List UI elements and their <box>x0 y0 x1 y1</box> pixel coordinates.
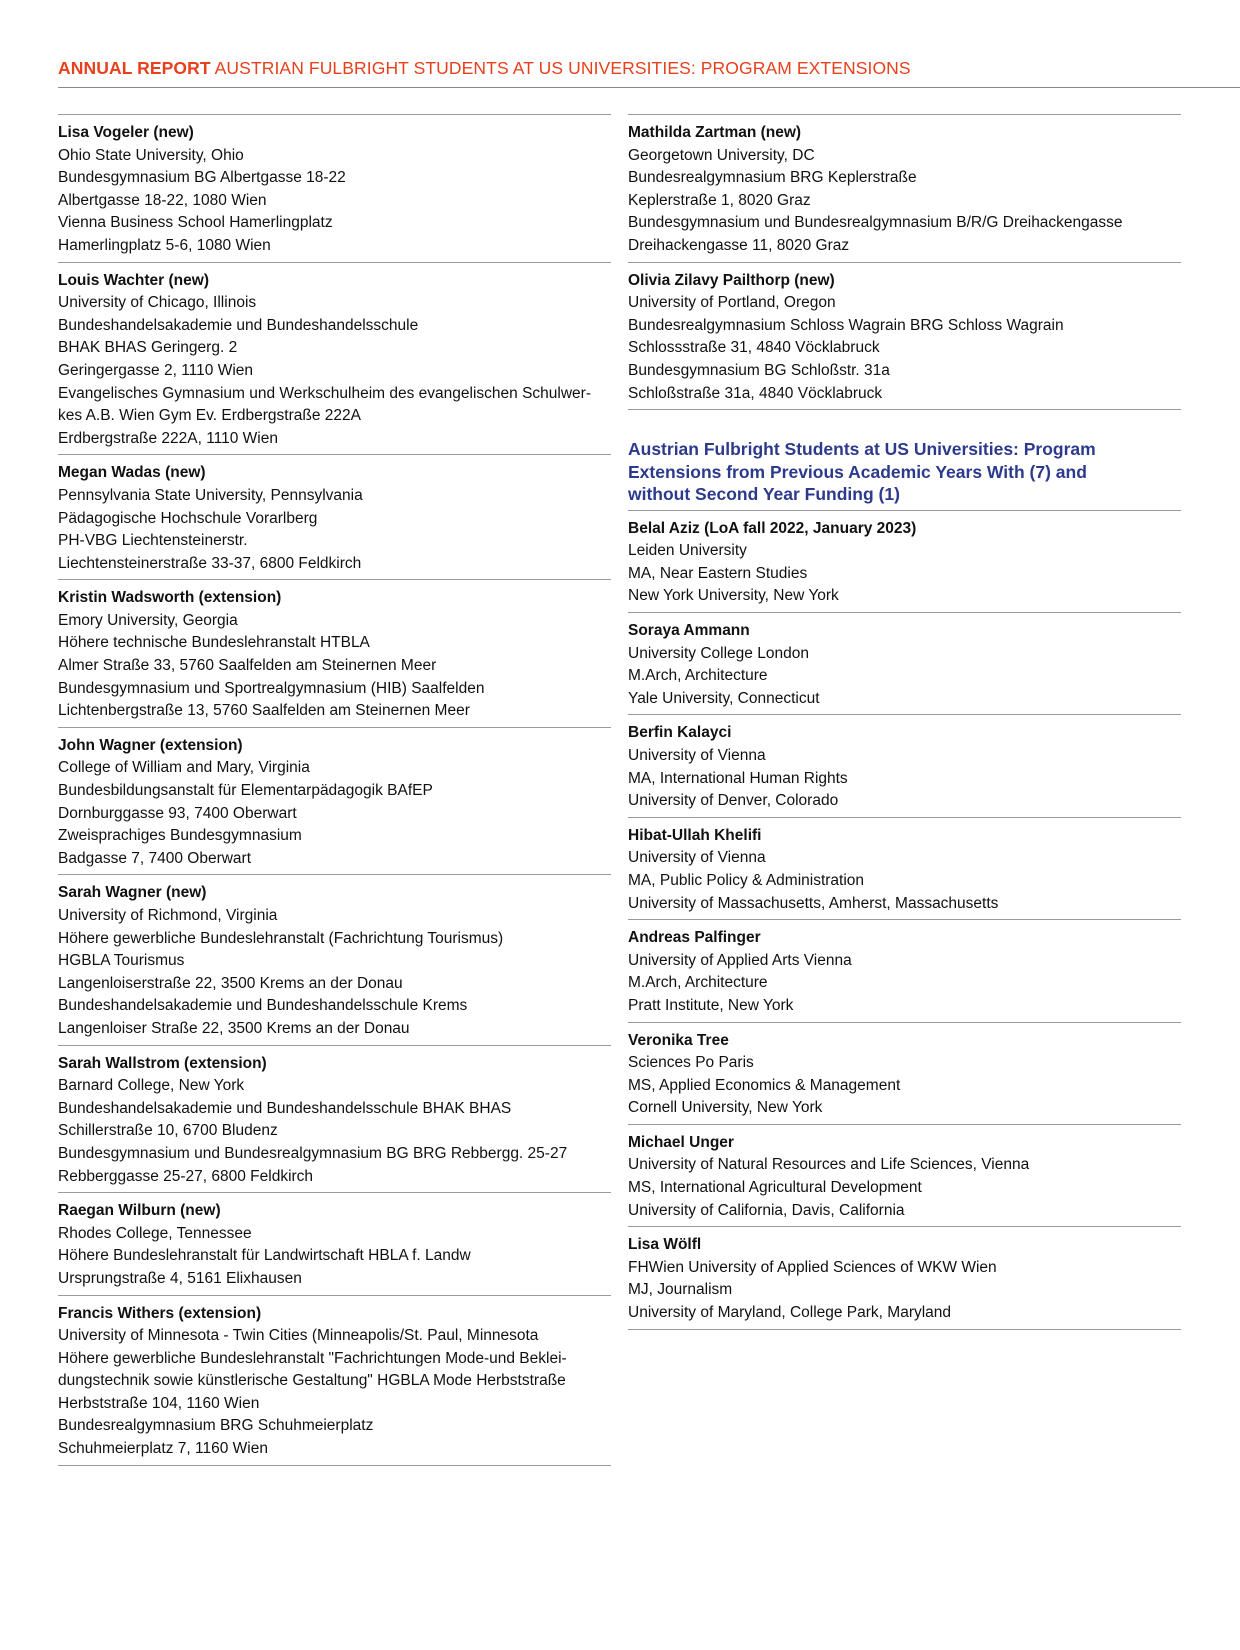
entry-name: Andreas Palfinger <box>628 929 761 947</box>
entry-line: Höhere technische Bundeslehranstalt HTBLA <box>58 634 370 652</box>
entry-line: kes A.B. Wien Gym Ev. Erdbergstraße 222A <box>58 407 361 425</box>
entry-name: Soraya Ammann <box>628 622 750 639</box>
entry-line: Schloßstraße 31a, 4840 Vöcklabruck <box>628 384 883 402</box>
right-entries <box>628 114 1181 410</box>
header-label: ANNUAL REPORT <box>58 58 211 78</box>
header-title: AUSTRIAN FULBRIGHT STUDENTS AT US UNIVERSITIES: PROGRAM EXTENSIONS <box>214 58 911 78</box>
entry-line: Höhere gewerbliche Bundeslehranstalt (Fachrichtung Tourismus) <box>58 929 504 947</box>
entry-line: University of California, Davis, California <box>628 1201 905 1219</box>
entry-line: Hamerlingplatz 5-6, 1080 Wien <box>58 236 271 254</box>
entry-line: Schillerstraße 10, 6700 Bludenz <box>58 1122 278 1140</box>
entry-line: Erdbergstraße 222A, 1110 Wien <box>58 429 278 447</box>
entry-line: dungstechnik sowie künstlerische Gestaltung" HGBLA Mode Herbststraße <box>58 1372 566 1390</box>
entry <box>58 579 611 727</box>
entry-name: Olivia Zilavy Pailthorp (new) <box>628 271 835 289</box>
entry-line: University of Massachusetts, Amherst, Massachusetts <box>628 894 999 912</box>
entry-line: Ohio State University, Ohio <box>58 146 244 164</box>
entry-line: Bundesrealgymnasium BRG Keplerstraße <box>628 169 917 187</box>
entry <box>58 454 611 579</box>
entry-line: University of Minnesota - Twin Cities (Minneapolis/St. Paul, Minnesota <box>58 1327 539 1345</box>
left-column <box>58 114 611 1466</box>
entry-name: Mathilda Zartman (new) <box>628 124 802 141</box>
entry <box>58 262 611 455</box>
entry-line: Vienna Business School Hamerlingplatz <box>58 214 333 232</box>
entry-line: Bundesgymnasium BG Albertgasse 18-22 <box>58 169 346 187</box>
entry-name: Sarah Wagner (new) <box>58 884 207 902</box>
entry-line: MS, Applied Economics & Management <box>628 1076 901 1094</box>
entry-line: University of Vienna <box>628 849 766 867</box>
entry <box>58 114 611 262</box>
entry <box>628 114 1181 262</box>
entry <box>58 1295 611 1466</box>
entry <box>58 1192 611 1294</box>
entry-line: Badgasse 7, 7400 Oberwart <box>58 849 252 867</box>
entry-line: Schuhmeierplatz 7, 1160 Wien <box>58 1440 268 1458</box>
entry-line: Bundesgymnasium BG Schloßstr. 31a <box>628 361 890 379</box>
entry-name: Francis Withers (extension) <box>58 1304 262 1322</box>
entry-line: University of Maryland, College Park, Maryland <box>628 1304 952 1322</box>
entry-line: University of Richmond, Virginia <box>58 907 278 924</box>
entry-line: University College London <box>628 644 809 662</box>
entry-line: FHWien University of Applied Sciences of WKW Wien <box>628 1258 997 1276</box>
entry-line: MA, Public Policy & Administration <box>628 871 865 889</box>
entry-line: University of Chicago, Illinois <box>58 294 257 312</box>
entry-line: Leiden University <box>628 542 747 560</box>
entry-line: MS, International Agricultural Development <box>628 1179 922 1197</box>
entry-name: Kristin Wadsworth (extension) <box>58 589 282 607</box>
entry-line: Bundesrealgymnasium BRG Schuhmeierplatz <box>58 1417 374 1435</box>
entry-line: Langenloiser Straße 22, 3500 Krems an der Donau <box>58 1019 410 1037</box>
entry-line: Rebberggasse 25-27, 6800 Feldkirch <box>58 1167 314 1185</box>
entry-name: Louis Wachter (new) <box>58 271 209 289</box>
entry-line: Almer Straße 33, 5760 Saalfelden am Steinernen Meer <box>58 657 437 675</box>
entry <box>628 714 1181 816</box>
entry-line: PH-VBG Liechtensteinerstr. <box>58 532 248 550</box>
entry-name: Lisa Wölfl <box>628 1236 702 1254</box>
entry-line: Albertgasse 18-22, 1080 Wien <box>58 191 267 209</box>
entry-line: Rhodes College, Tennessee <box>58 1224 252 1242</box>
entry-line: Zweisprachiges Bundesgymnasium <box>58 827 302 845</box>
entry-line: Emory University, Georgia <box>58 611 238 629</box>
entry-line: Evangelisches Gymnasium und Werkschulheim des evangelischen Schulwer- <box>58 384 591 402</box>
entry-name: Hibat-Ullah Khelifi <box>628 826 762 844</box>
right-column <box>628 114 1181 1330</box>
entry-line: Sciences Po Paris <box>628 1054 754 1072</box>
entry <box>628 1022 1181 1124</box>
entry-name: Belal Aziz (LoA fall 2022, January 2023) <box>628 519 917 537</box>
entry-line: M.Arch, Architecture <box>628 667 768 685</box>
entry-line: Pratt Institute, New York <box>628 996 794 1014</box>
entry-line: Liechtensteinerstraße 33-37, 6800 Feldkirch <box>58 554 362 572</box>
entry-name: Megan Wadas (new) <box>58 464 206 482</box>
entry-line: Cornell University, New York <box>628 1099 823 1117</box>
page-header <box>58 58 911 79</box>
entry-line: Ursprungstraße 4, 5161 Elixhausen <box>58 1269 302 1287</box>
entry <box>628 262 1181 411</box>
entry-line: Dreihackengasse 11, 8020 Graz <box>628 236 850 254</box>
entry-line: University of Denver, Colorado <box>628 792 839 810</box>
entry-line: Herbststraße 104, 1160 Wien <box>58 1394 260 1412</box>
entry-line: MA, International Human Rights <box>628 769 848 787</box>
entry <box>58 727 611 875</box>
section-entries <box>628 510 1181 1330</box>
entry-line: Lichtenbergstraße 13, 5760 Saalfelden am Steinernen Meer <box>58 702 470 720</box>
entry-line: University of Portland, Oregon <box>628 294 836 312</box>
entry-line: Bundeshandelsakademie und Bundeshandelsschule <box>58 316 419 334</box>
entry-line: Höhere Bundeslehranstalt für Landwirtschaft HBLA f. Landw <box>58 1247 471 1265</box>
entry-name: Lisa Vogeler (new) <box>58 124 194 141</box>
entry-line: Bundeshandelsakademie und Bundeshandelsschule Krems <box>58 997 468 1015</box>
entry-name: Veronika Tree <box>628 1031 729 1049</box>
entry <box>628 510 1181 612</box>
entry <box>628 817 1181 919</box>
entry-name: John Wagner (extension) <box>58 736 243 754</box>
entry-line: Bundesrealgymnasium Schloss Wagrain BRG Schloss Wagrain <box>628 316 1064 334</box>
entry <box>58 874 611 1044</box>
entry-line: Georgetown University, DC <box>628 146 815 164</box>
entry-line: Bundeshandelsakademie und Bundeshandelsschule BHAK BHAS <box>58 1099 512 1117</box>
entry-line: MA, Near Eastern Studies <box>628 564 808 582</box>
entry-line: Langenloiserstraße 22, 3500 Krems an der Donau <box>58 974 403 992</box>
header-divider <box>58 87 1240 88</box>
entry-line: University of Vienna <box>628 746 766 764</box>
entry-name: Berfin Kalayci <box>628 724 732 742</box>
entry-line: MJ, Journalism <box>628 1281 733 1299</box>
entry-line: Barnard College, New York <box>58 1077 245 1095</box>
entry-line: Pennsylvania State University, Pennsylvania <box>58 486 363 504</box>
entry-line: Pädagogische Hochschule Vorarlberg <box>58 509 318 527</box>
section-title-line: Extensions from Previous Academic Years With (7) and <box>628 461 1087 482</box>
entry-line: M.Arch, Architecture <box>628 974 768 992</box>
entry-line: Geringergasse 2, 1110 Wien <box>58 361 254 379</box>
entry-line: BHAK BHAS Geringerg. 2 <box>58 339 238 357</box>
entry-name: Sarah Wallstrom (extension) <box>58 1054 267 1072</box>
entry-line: University of Applied Arts Vienna <box>628 951 852 969</box>
entry-name: Raegan Wilburn (new) <box>58 1202 221 1220</box>
entry-line: Keplerstraße 1, 8020 Graz <box>628 191 811 209</box>
entry <box>628 1226 1181 1329</box>
entry-line: University of Natural Resources and Life Sciences, Vienna <box>628 1156 1030 1174</box>
entry <box>628 612 1181 714</box>
entry-line: Bundesgymnasium und Bundesrealgymnasium B/R/G Dreihackengasse <box>628 214 1123 232</box>
entry-line: Bundesgymnasium und Bundesrealgymnasium BG BRG Rebbergg. 25-27 <box>58 1144 568 1162</box>
entry-line: HGBLA Tourismus <box>58 952 185 970</box>
entry <box>58 1045 611 1193</box>
entry-line: Dornburggasse 93, 7400 Oberwart <box>58 804 297 822</box>
entry-line: Schlossstraße 31, 4840 Vöcklabruck <box>628 339 880 357</box>
section-title-line: without Second Year Funding (1) <box>628 484 900 505</box>
entry-line: Bundesgymnasium und Sportrealgymnasium (HIB) Saalfelden <box>58 679 485 697</box>
entry-line: Höhere gewerbliche Bundeslehranstalt "Fachrichtungen Mode-und Beklei- <box>58 1349 567 1367</box>
section-title <box>628 438 1181 506</box>
entry <box>628 1124 1181 1226</box>
entry-line: New York University, New York <box>628 587 839 605</box>
entry-line: College of William and Mary, Virginia <box>58 759 310 777</box>
entry-line: Yale University, Connecticut <box>628 689 820 707</box>
entry-line: Bundesbildungsanstalt für Elementarpädagogik BAfEP <box>58 782 433 800</box>
section-title-line: Austrian Fulbright Students at US Universities: Program <box>628 439 1096 460</box>
entry-name: Michael Unger <box>628 1133 734 1151</box>
entry <box>628 919 1181 1021</box>
